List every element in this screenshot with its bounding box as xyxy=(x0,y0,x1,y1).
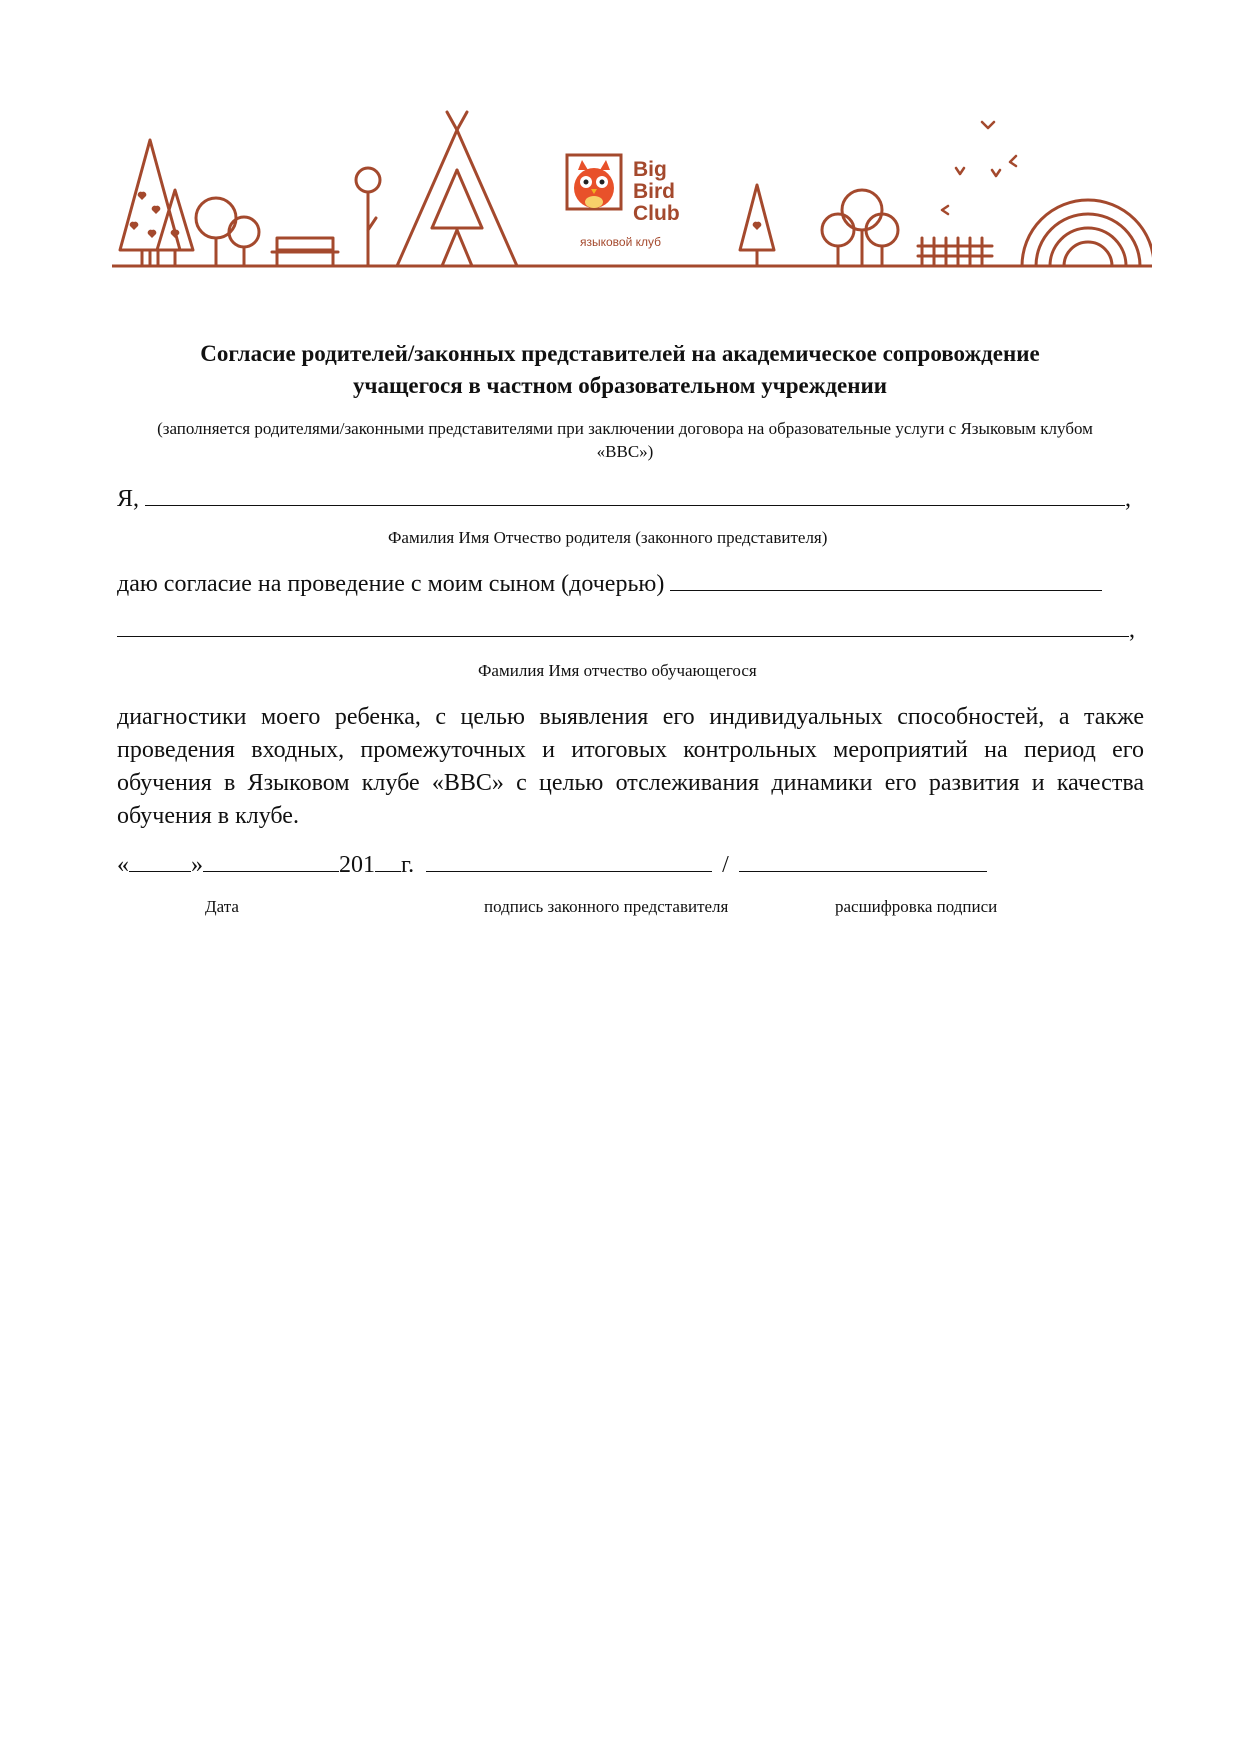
round-tree-icon xyxy=(822,190,898,266)
logo-name-line1: Big xyxy=(633,158,667,181)
rainbow-icon xyxy=(1022,200,1152,266)
consent-body-text: диагностики моего ребенка, с целью выявления его индивидуальных способностей, а также проведения входных, промежуточных и итоговых контрольных мероприятий на период его обучения в Языковом клубе «ВВС» с целью отслеживания динамики его развития и качества обучения в клубе. xyxy=(117,704,1144,829)
parent-name-caption: Фамилия Имя Отчество родителя (законного представителя) xyxy=(388,528,828,547)
consent-row xyxy=(117,568,1102,599)
logo-tagline: языковой клуб xyxy=(580,235,662,249)
slash: / xyxy=(722,852,729,878)
month-field[interactable] xyxy=(203,849,339,872)
student-name-field[interactable] xyxy=(670,568,1102,591)
year-field[interactable] xyxy=(375,849,401,872)
decoding-caption: расшифровка подписи xyxy=(835,897,998,916)
date-caption: Дата xyxy=(205,897,239,916)
teepee-icon xyxy=(397,112,517,266)
lamp-icon xyxy=(356,168,380,266)
signature-decoding-field[interactable] xyxy=(739,849,987,872)
i-label: Я, xyxy=(117,486,140,512)
bench-icon xyxy=(272,238,338,266)
day-field[interactable] xyxy=(129,849,191,872)
landscape-illustration xyxy=(112,110,1152,280)
quote-open: « xyxy=(117,852,129,878)
consent-text: даю согласие на проведение с моим сыном (дочерью) xyxy=(117,571,665,597)
signature-field[interactable] xyxy=(426,849,712,872)
logo-name-line2: Bird xyxy=(633,180,675,203)
filling-note: (заполняется родителями/законными представителями при заключении договора на образовательные услуги с Языковым клубом «ВВС») xyxy=(157,419,1093,461)
signature-caption: подпись законного представителя xyxy=(484,897,729,916)
quote-close: » xyxy=(191,852,203,878)
year-suffix: г. xyxy=(401,852,415,878)
year-prefix: 201 xyxy=(339,852,375,878)
signature-row xyxy=(117,849,987,880)
round-tree-icon xyxy=(196,198,259,266)
student-name-row xyxy=(117,614,1135,645)
parent-name-row xyxy=(117,483,1131,514)
logo-name-line3: Club xyxy=(633,202,680,225)
student-name-field-continued[interactable] xyxy=(117,614,1129,637)
title-line-2: учащегося в частном образовательном учреждении xyxy=(353,373,887,398)
comma: , xyxy=(1129,617,1135,643)
document-title xyxy=(120,338,1120,402)
student-name-caption: Фамилия Имя отчество обучающегося xyxy=(478,661,757,680)
comma: , xyxy=(1125,486,1132,512)
header-illustration xyxy=(112,110,1152,280)
birds-icon xyxy=(942,122,1016,214)
parent-name-field[interactable] xyxy=(145,483,1125,506)
title-line-1: Согласие родителей/законных представителей на академическое сопровождение xyxy=(200,341,1040,366)
fence-icon xyxy=(918,238,992,266)
owl-logo-icon xyxy=(567,155,621,209)
